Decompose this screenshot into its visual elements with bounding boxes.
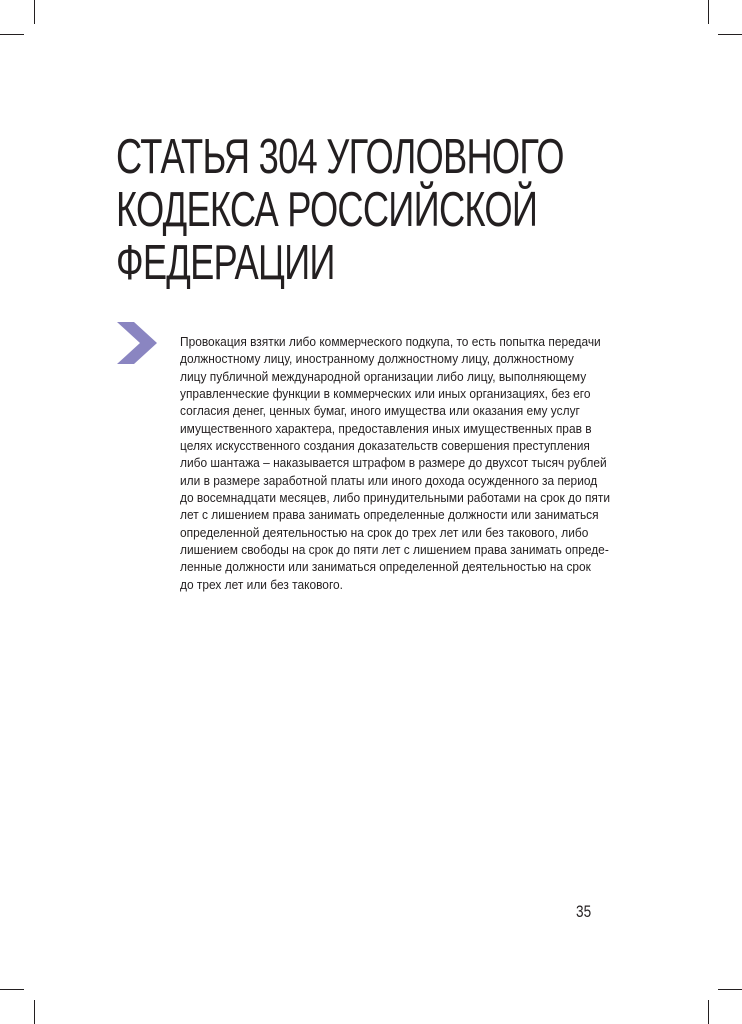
body-line: или в размере заработной платы или иного дохода осужденного за период bbox=[180, 472, 598, 488]
body-line: имущественного характера, предоставления иных имущественных прав в bbox=[180, 420, 592, 436]
body-line: до трех лет или без такового. bbox=[180, 576, 343, 592]
body-line: ленные должности или заниматься определенной деятельностью на срок bbox=[180, 559, 591, 575]
body-line: лишением свободы на срок до пяти лет с лишением права занимать опреде- bbox=[180, 542, 609, 558]
chevron-right-icon-graphic bbox=[117, 322, 157, 364]
crop-mark-top-left-vertical bbox=[34, 0, 35, 24]
title-line: ФЕДЕРАЦИИ bbox=[116, 236, 335, 290]
page-number: 35 bbox=[576, 902, 592, 921]
crop-mark-bottom-right-horizontal bbox=[718, 989, 742, 990]
body-line: должностному лицу, иностранному должностному лицу, должностному bbox=[180, 351, 574, 367]
page-title bbox=[116, 130, 564, 290]
crop-mark-bottom-left-horizontal bbox=[0, 989, 24, 990]
body-line: либо шантажа – наказывается штрафом в размере до двухсот тысяч рублей bbox=[180, 455, 607, 471]
title-line: СТАТЬЯ 304 УГОЛОВНОГО bbox=[116, 130, 564, 184]
crop-mark-top-right-horizontal bbox=[718, 34, 742, 35]
article-body bbox=[180, 333, 611, 593]
body-line: до восемнадцати месяцев, либо принудительными работами на срок до пяти bbox=[180, 490, 611, 506]
body-line: согласия денег, ценных бумаг, иного имущества или оказания ему услуг bbox=[180, 403, 580, 419]
crop-mark-top-right-vertical bbox=[708, 0, 709, 24]
crop-mark-top-left-horizontal bbox=[0, 34, 24, 35]
body-line: целях искусственного создания доказательств совершения преступления bbox=[180, 438, 590, 454]
crop-mark-bottom-right-vertical bbox=[708, 1000, 709, 1024]
body-line: лицу публичной международной организации либо лицу, выполняющему bbox=[180, 368, 587, 384]
body-line: управленческие функции в коммерческих или иных организациях, без его bbox=[180, 386, 591, 402]
body-line: лет с лишением права занимать определенные должности или заниматься bbox=[180, 507, 599, 523]
chevron-right-icon bbox=[117, 322, 157, 364]
title-line: КОДЕКСА РОССИЙСКОЙ bbox=[116, 183, 538, 237]
crop-mark-bottom-left-vertical bbox=[34, 1000, 35, 1024]
body-line: определенной деятельностью на срок до трех лет или без такового, либо bbox=[180, 524, 589, 540]
body-line: Провокация взятки либо коммерческого подкупа, то есть попытка передачи bbox=[180, 334, 601, 349]
